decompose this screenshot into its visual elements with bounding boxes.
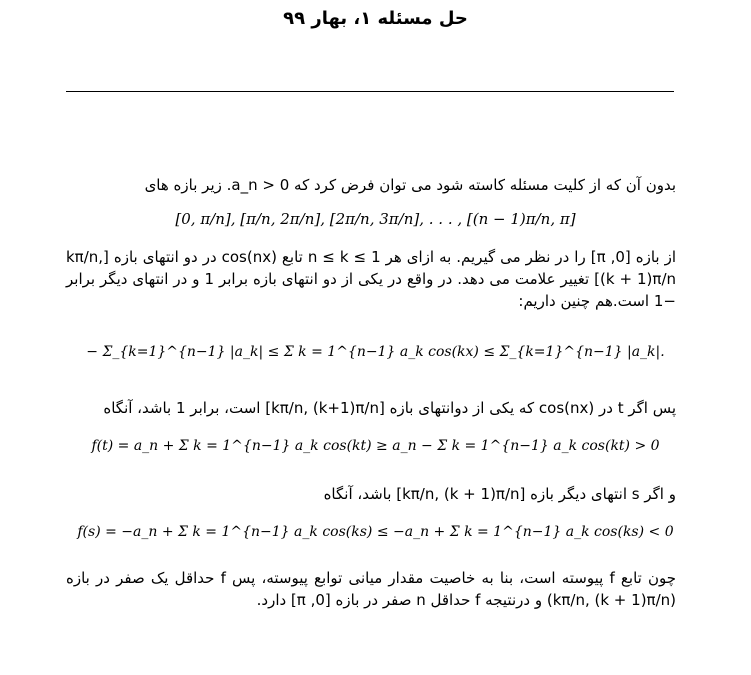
equation-f-s: f(s) = −a_n + Σ k = 1^{n−1} a_k cos(ks) ≤ −a_n + Σ k = 1^{n−1} a_k cos(ks) < 0 (77, 524, 674, 540)
title-divider (66, 91, 674, 92)
equation-intervals: [0, π/n], [π/n, 2π/n], [2π/n, 3π/n], . . . , [(n − 1)π/n, π] (175, 210, 576, 228)
paragraph-2: از بازه [0, π] را در نظر می گیریم. به ازای هر n ≤ k ≤ 1 تابع cos(nx) در دو انتهای بازه [kπ/n, (k + 1)π/n] تغییر علامت می دهد. در واقع در یکی از دو انتهای بازه برابر 1 و در انتهای دیگر برابر −1 است.هم چنین داریم: (66, 248, 676, 310)
equation-bounds: − Σ_{k=1}^{n−1} |a_k| ≤ Σ k = 1^{n−1} a_k cos(kx) ≤ Σ_{k=1}^{n−1} |a_k|. (86, 344, 665, 360)
paragraph-5: چون تابع f پیوسته است، بنا به خاصیت مقدار میانی توابع پیوسته، پس f حداقل یک صفر در بازه (kπ/n, (k + 1)π/n) و درنتیجه f حداقل n صفر در بازه [0, π] دارد. (66, 569, 677, 609)
equation-f-t: f(t) = a_n + Σ k = 1^{n−1} a_k cos(kt) ≥ a_n − Σ k = 1^{n−1} a_k cos(kt) > 0 (91, 438, 660, 454)
page-title: حل مسئله ۱، بهار ۹۹ (283, 8, 468, 29)
paragraph-1: بدون آن که از کلیت مسئله کاسته شود می توان فرض کرد که a_n > 0. زیر بازه های (144, 176, 676, 194)
paragraph-4: و اگر s انتهای دیگر بازه [kπ/n, (k + 1)π/n] باشد، آنگاه (323, 485, 676, 503)
paragraph-3: پس اگر t در cos(nx) که یکی از دوانتهای بازه [kπ/n, (k+1)π/n] است، برابر 1 باشد، آنگاه (103, 399, 676, 417)
